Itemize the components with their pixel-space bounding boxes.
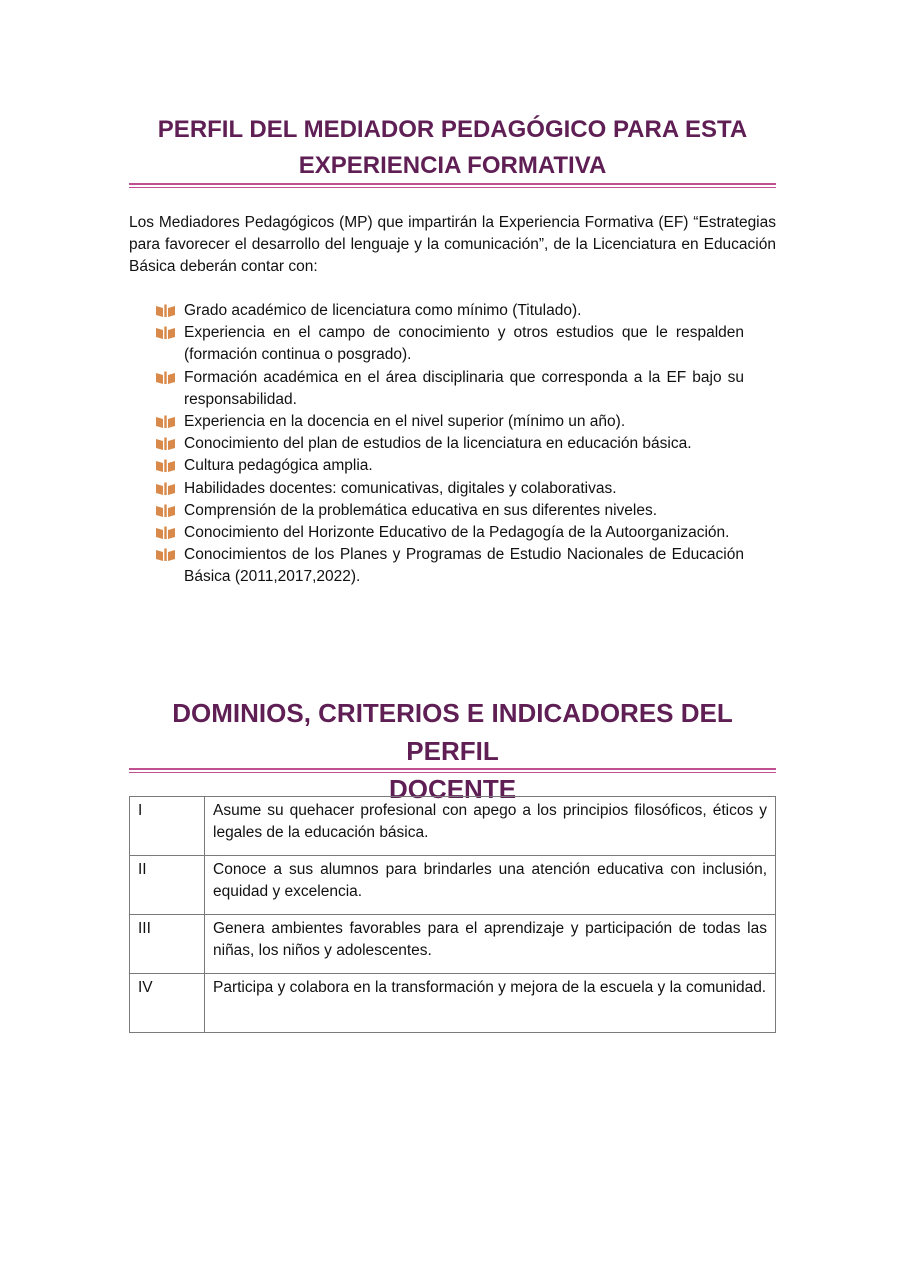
table-row: [130, 856, 776, 915]
list-item-text: Habilidades docentes: comunicativas, digitales y colaborativas.: [184, 479, 617, 497]
list-item-text: Experiencia en el campo de conocimiento y otros estudios que le respalden (formación continua o posgrado).: [184, 324, 744, 364]
list-item: [155, 455, 744, 477]
book-icon: [155, 370, 176, 384]
book-icon: [155, 503, 176, 517]
list-item: [155, 322, 744, 366]
list-item-text: Experiencia en la docencia en el nivel superior (mínimo un año).: [184, 413, 626, 431]
domain-description: Asume su quehacer profesional con apego a los principios filosóficos, éticos y legales de la educación básica.: [205, 797, 776, 856]
domain-number: II: [130, 856, 205, 915]
section-title-dominios: [129, 694, 776, 808]
book-icon: [155, 525, 176, 539]
book-icon: [155, 414, 176, 428]
list-item: [155, 300, 744, 322]
intro-paragraph: Los Mediadores Pedagógicos (MP) que impartirán la Experiencia Formativa (EF) “Estrategias para favorecer el desarrollo del lenguaje y la comunicación”, de la Licenciatura en Educación Básica deberán contar con:: [129, 214, 776, 275]
list-item: [155, 544, 744, 588]
domain-description: Conoce a sus alumnos para brindarles una atención educativa con inclusión, equidad y excelencia.: [205, 856, 776, 915]
list-item: [155, 522, 744, 544]
list-item-text: Grado académico de licenciatura como mínimo (Titulado).: [184, 302, 582, 319]
list-item-text: Comprensión de la problemática educativa en sus diferentes niveles.: [184, 501, 658, 519]
domain-number: I: [130, 797, 205, 856]
domain-number: IV: [130, 974, 205, 1033]
requirements-list: [155, 300, 744, 589]
book-icon: [155, 436, 176, 450]
list-item: [155, 500, 744, 522]
list-item-text: Conocimiento del Horizonte Educativo de la Pedagogía de la Autoorganización.: [184, 524, 730, 542]
title-divider: [129, 183, 776, 188]
list-item: [155, 367, 744, 411]
domain-description: Participa y colabora en la transformación y mejora de la escuela y la comunidad.: [205, 974, 776, 1033]
list-item: [155, 433, 744, 455]
list-item: [155, 411, 744, 433]
section-title-perfil-line1: PERFIL DEL MEDIADOR PEDAGÓGICO PARA ESTA: [157, 116, 748, 143]
list-item-text: Cultura pedagógica amplia.: [184, 457, 373, 475]
table-row: [130, 797, 776, 856]
book-icon: [155, 325, 176, 339]
domains-table: [129, 796, 776, 1033]
list-item-text: Conocimientos de los Planes y Programas de Estudio Nacionales de Educación Básica (2011,2017,2022).: [184, 546, 744, 586]
domain-description: Genera ambientes favorables para el aprendizaje y participación de todas las niñas, los niños y adolescentes.: [205, 915, 776, 974]
section-title-dominios-line1: DOMINIOS, CRITERIOS E INDICADORES DEL PERFIL: [172, 698, 733, 766]
book-icon: [155, 481, 176, 495]
book-icon: [155, 547, 176, 561]
list-item-text: Formación académica en el área disciplinaria que corresponda a la EF bajo su responsabilidad.: [184, 368, 744, 408]
section-title-perfil-line2: EXPERIENCIA FORMATIVA: [298, 152, 607, 179]
table-row: [130, 974, 776, 1033]
table-row: [130, 915, 776, 974]
title-divider: [129, 768, 776, 773]
list-item-text: Conocimiento del plan de estudios de la licenciatura en educación básica.: [184, 435, 692, 453]
book-icon: [155, 303, 176, 317]
domain-number: III: [130, 915, 205, 974]
list-item: [155, 478, 744, 500]
section-title-dominios-line2: DOCENTE: [388, 774, 517, 804]
section-title-perfil: [129, 112, 776, 184]
book-icon: [155, 458, 176, 472]
